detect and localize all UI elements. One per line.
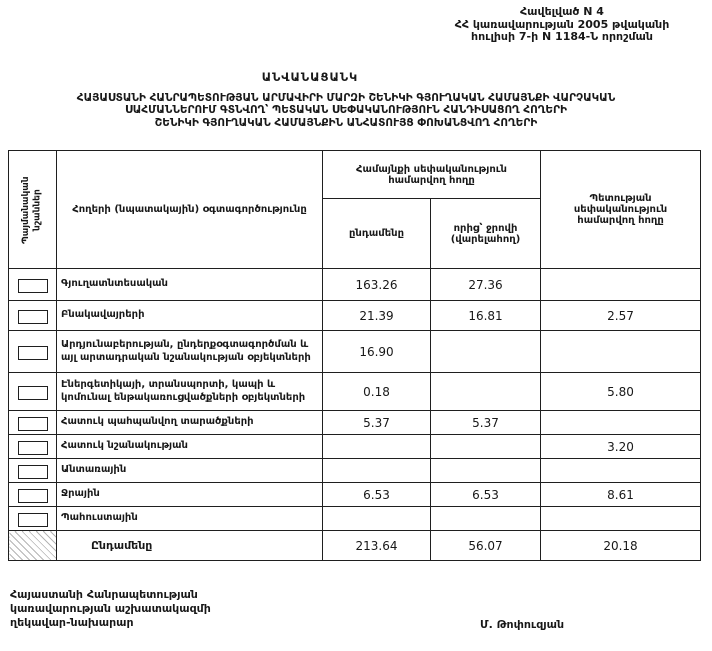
table-row-energy-transport <box>9 373 701 411</box>
row-of-which: 6.53 <box>431 483 541 507</box>
total-state: 20.18 <box>541 531 701 561</box>
signatory-line-3: ղեկավար-նախարար <box>10 615 134 629</box>
table-row-water <box>9 483 701 507</box>
row-total: 163.26 <box>323 269 431 301</box>
row-of-which: 16.81 <box>431 301 541 331</box>
row-state: 5.80 <box>541 373 701 411</box>
row-of-which <box>431 459 541 483</box>
signatory-name: Մ. Թոփուզյան <box>480 618 565 631</box>
row-state <box>541 331 701 373</box>
table-row-protected-areas <box>9 411 701 435</box>
symbol-cell <box>9 459 57 483</box>
table-row-reserve <box>9 507 701 531</box>
total-symbol-cell <box>9 531 57 561</box>
symbol-box <box>18 346 48 360</box>
symbol-box <box>18 513 48 527</box>
row-total: 0.18 <box>323 373 431 411</box>
symbol-cell <box>9 331 57 373</box>
subtitle-line-1: ՀԱՅԱՍՏԱՆԻ ՀԱՆՐԱՊԵՏՈՒԹՅԱՆ ԱՐՄԱՎԻՐԻ ՄԱՐԶԻ ՇԵՆԻԿԻ ԳՅՈՒՂԱԿԱՆ ՀԱՄԱՅՆՔԻ ՎԱՐՉԱԿԱՆ <box>76 92 616 104</box>
row-label: Ջրային <box>57 483 323 507</box>
header-symbols-label: Պայմանական նշաններ <box>21 175 43 244</box>
row-state: 2.57 <box>541 301 701 331</box>
appendix-line-3: հուլիսի 7-ի N 1184-Ն որոշման <box>471 30 653 44</box>
symbol-cell <box>9 269 57 301</box>
signatory-line-1: Հայաստանի Հանրապետության <box>10 588 198 601</box>
row-total <box>323 507 431 531</box>
symbol-cell <box>9 373 57 411</box>
document-subtitle <box>0 92 692 129</box>
row-of-which: 5.37 <box>431 411 541 435</box>
document-title: ԱՆՎԱՆԱՑԱՆԿ <box>261 70 359 84</box>
table-header-row-1 <box>9 151 701 199</box>
header-community-total: ընդամենը <box>323 199 431 269</box>
row-label: Գյուղատնտեսական <box>57 269 323 301</box>
appendix-line-1: Հավելված N 4 <box>520 5 604 18</box>
row-of-which <box>431 331 541 373</box>
symbol-box <box>18 417 48 431</box>
header-symbols <box>9 151 57 269</box>
total-total: 213.64 <box>323 531 431 561</box>
signatory-title-block <box>10 588 211 629</box>
row-total: 5.37 <box>323 411 431 435</box>
table-row-agricultural <box>9 269 701 301</box>
symbol-cell <box>9 435 57 459</box>
table-row-total <box>9 531 701 561</box>
symbol-box <box>18 386 48 400</box>
symbol-box <box>18 279 48 293</box>
row-total <box>323 435 431 459</box>
symbol-cell <box>9 411 57 435</box>
symbol-box <box>18 310 48 324</box>
row-total: 21.39 <box>323 301 431 331</box>
land-transfer-table <box>8 150 701 561</box>
row-label: Բնակավայրերի <box>57 301 323 331</box>
row-state: 8.61 <box>541 483 701 507</box>
row-state: 3.20 <box>541 435 701 459</box>
row-state <box>541 459 701 483</box>
row-label: Պահուստային <box>57 507 323 531</box>
row-total: 16.90 <box>323 331 431 373</box>
row-label: Արդյունաբերության, ընդերքօգտագործման և այլ արտադրական նշանակության օբյեկտների <box>57 331 323 373</box>
row-of-which: 27.36 <box>431 269 541 301</box>
row-of-which <box>431 435 541 459</box>
row-total: 6.53 <box>323 483 431 507</box>
header-land-use: Հողերի (նպատակային) օգտագործությունը <box>57 151 323 269</box>
row-label: Էներգետիկայի, տրանսպորտի, կապի և կոմունալ ենթակառուցվածքների օբյեկտների <box>57 373 323 411</box>
symbol-box <box>18 465 48 479</box>
symbol-cell <box>9 301 57 331</box>
row-label: Հատուկ պահպանվող տարածքների <box>57 411 323 435</box>
table-row-industry <box>9 331 701 373</box>
header-state: Պետության սեփականություն համարվող հողը <box>541 151 701 269</box>
symbol-box <box>18 441 48 455</box>
appendix-block <box>426 6 698 44</box>
row-label: Անտառային <box>57 459 323 483</box>
total-label: Ընդամենը <box>57 531 323 561</box>
row-of-which <box>431 373 541 411</box>
subtitle-line-2: ՍԱՀՄԱՆՆԵՐՈՒՄ ԳՏՆՎՈՂ՝ ՊԵՏԱԿԱՆ ՍԵՓԱԿԱՆՈՒԹՅՈՒՆ ՀԱՆԴԻՍԱՑՈՂ ՀՈՂԵՐԻ <box>125 104 567 117</box>
header-community-group: Համայնքի սեփականություն համարվող հողը <box>323 151 541 199</box>
appendix-line-2: ՀՀ կառավարության 2005 թվականի <box>454 17 670 31</box>
subtitle-line-3: ՇԵՆԻԿԻ ԳՅՈՒՂԱԿԱՆ ՀԱՄԱՅՆՔԻՆ ԱՆՀԱՏՈՒՅՑ ՓՈԽԱՆՑՎՈՂ ՀՈՂԵՐԻ <box>154 116 538 129</box>
row-label: Հատուկ նշանակության <box>57 435 323 459</box>
table-row-settlements <box>9 301 701 331</box>
row-state <box>541 411 701 435</box>
row-total <box>323 459 431 483</box>
total-of-which: 56.07 <box>431 531 541 561</box>
header-community-of-which: որից՝ ջրովի (վարելահող) <box>431 199 541 269</box>
row-of-which <box>431 507 541 531</box>
symbol-cell <box>9 507 57 531</box>
row-state <box>541 507 701 531</box>
table-row-special-purpose <box>9 435 701 459</box>
symbol-cell <box>9 483 57 507</box>
row-state <box>541 269 701 301</box>
signatory-line-2: կառավարության աշխատակազմի <box>10 601 211 615</box>
symbol-box <box>18 489 48 503</box>
table-row-forest <box>9 459 701 483</box>
